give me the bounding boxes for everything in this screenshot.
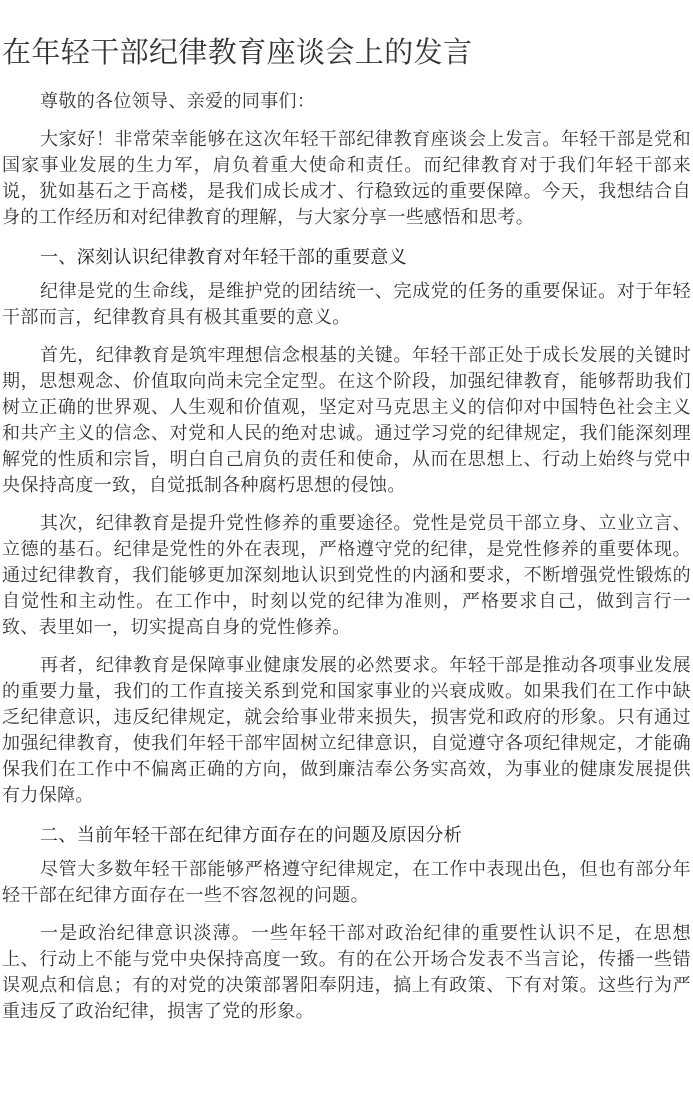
intro-paragraph: 大家好！非常荣幸能够在这次年轻干部纪律教育座谈会上发言。年轻干部是党和国家事业发展的生力军，肩负着重大使命和责任。而纪律教育对于我们年轻干部来说，犹如基石之于高楼，是我们成长成才、行稳致远的重要保障。今天，我想结合自身的工作经历和对纪律教育的理解，与大家分享一些感悟和思考。 xyxy=(2,129,691,228)
section1-paragraph-4: 再者，纪律教育是保障事业健康发展的必然要求。年轻干部是推动各项事业发展的重要力量，我们的工作直接关系到党和国家事业的兴衰成败。如果我们在工作中缺乏纪律意识，违反纪律规定，就会给事业带来损失，损害党和政府的形象。只有通过加强纪律教育，使我们年轻干部牢固树立纪律意识，自觉遵守各项纪律规定，才能确保我们在工作中不偏离正确的方向，做到廉洁奉公务实高效，为事业的健康发展提供有力保障。 xyxy=(2,655,691,806)
section2-paragraph-2: 一是政治纪律意识淡薄。一些年轻干部对政治纪律的重要性认识不足，在思想上、行动上不能与党中央保持高度一致。有的在公开场合发表不当言论，传播一些错误观点和信息；有的对党的决策部署阳奉阴违，搞上有政策、下有对策。这些行为严重违反了政治纪律，损害了党的形象。 xyxy=(2,923,691,1022)
section1-paragraph-2: 首先，纪律教育是筑牢理想信念根基的关键。年轻干部正处于成长发展的关键时期，思想观念、价值取向尚未完全定型。在这个阶段，加强纪律教育，能够帮助我们树立正确的世界观、人生观和价值观，坚定对马克思主义的信仰对中国特色社会主义和共产主义的信念、对党和人民的绝对忠诚。通过学习党的纪律规定，我们能深刻理解党的性质和宗旨，明白自己肩负的责任和使命，从而在思想上、行动上始终与党中央保持高度一致，自觉抵制各种腐朽思想的侵蚀。 xyxy=(2,345,691,496)
section1-paragraph-3: 其次，纪律教育是提升党性修养的重要途径。党性是党员干部立身、立业立言、立德的基石。纪律是党性的外在表现，严格遵守党的纪律，是党性修养的重要体现。通过纪律教育，我们能够更加深刻地认识到党性的内涵和要求，不断增强党性锻炼的自觉性和主动性。在工作中，时刻以党的纪律为准则，严格要求自己，做到言行一致、表里如一，切实提高自身的党性修养。 xyxy=(2,513,691,638)
greeting: 尊敬的各位领导、亲爱的同事们： xyxy=(40,91,316,112)
document-title: 在年轻干部纪律教育座谈会上的发言 xyxy=(2,35,473,69)
section-heading-2: 二、当前年轻干部在纪律方面存在的问题及原因分析 xyxy=(40,825,463,846)
section1-paragraph-1: 纪律是党的生命线，是维护党的团结统一、完成党的任务的重要保证。对于年轻干部而言，纪律教育具有极其重要的意义。 xyxy=(2,281,691,328)
section2-paragraph-1: 尽管大多数年轻干部能够严格遵守纪律规定，在工作中表现出色，但也有部分年轻干部在纪律方面存在一些不容忽视的问题。 xyxy=(2,859,691,906)
section-heading-1: 一、深刻认识纪律教育对年轻干部的重要意义 xyxy=(40,247,407,268)
